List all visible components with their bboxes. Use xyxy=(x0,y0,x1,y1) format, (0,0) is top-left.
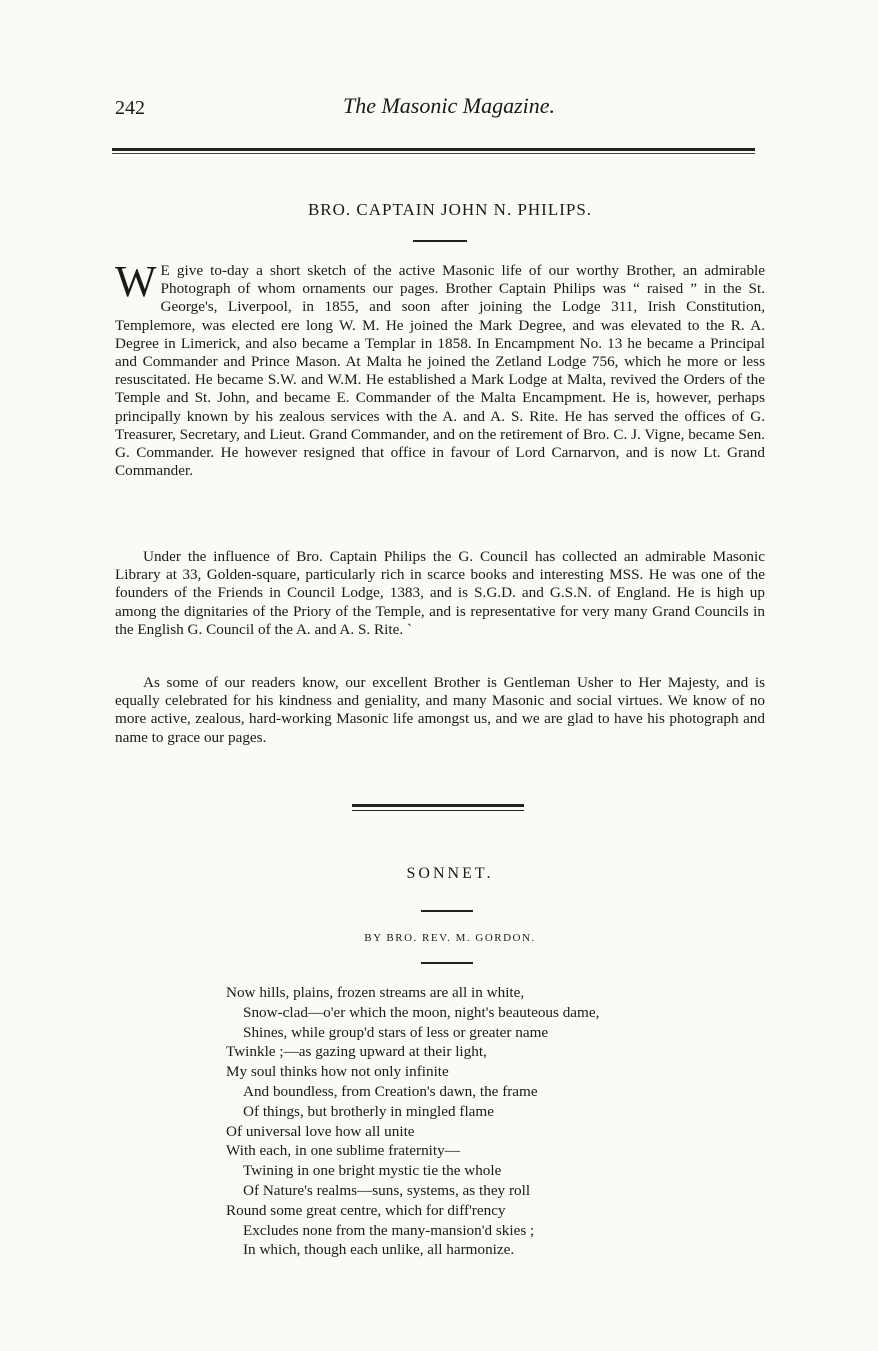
article-paragraph-1 xyxy=(115,257,765,480)
paragraph-text: Under the influence of Bro. Captain Philips the G. Council has collected an admirable Masonic Library at 33, Golden-square, particularly rich in scarce books and interesting MSS. He was one of the founders of the Friends in Council Lodge, 1383, and is S.G.D. and G.S.N. of England. He is high up among the dignitaries of the Priory of the Temple, and is representative for very many Grand Councils in the English G. Council of the A. and A. S. Rite. ` xyxy=(115,548,765,638)
poem-line: My soul thinks how not only infinite xyxy=(226,1063,449,1081)
poem-line: And boundless, from Creation's dawn, the frame xyxy=(243,1082,538,1100)
paragraph-text: E give to-day a short sketch of the active Masonic life of our worthy Brother, an admirable Photograph of whom ornaments our pages. Brother Captain Philips was “ raised ” in the St. George's, Liverpool, in 1855, and soon after joining the Lodge 311, Irish Constitution, Templemore, was elected ere long W. M. He joined the Mark Degree, and was elevated to the R. A. Degree in Limerick, and also became a Templar in 1858. In Encampment No. 13 he became a Principal and Commander and Prince Mason. At Malta he joined the Zetland Lodge 756, which he more or less resuscitated. He became S.W. and W.M. He established a Mark Lodge at Malta, revived the Orders of the Temple and St. John, and became E. Commander of the Malta Encampment. He is, however, perhaps principally known by his zealous services with the A. and A. S. Rite. He has served the offices of G. Treasurer, Secretary, and Lieut. Grand Commander, and on the retirement of Bro. C. J. Vigne, became Sen. G. Commander. He however resigned that office in favour of Lord Carnarvon, and is now Lt. Grand Commander. xyxy=(115,262,765,480)
section-divider xyxy=(352,804,524,811)
article-paragraph-2 xyxy=(115,548,765,639)
running-title: The Masonic Magazine. xyxy=(342,93,556,118)
paragraph-text: As some of our readers know, our excellent Brother is Gentleman Usher to Her Majesty, and is equally celebrated for his kindness and geniality, and many Masonic and social virtues. We know of no more active, zealous, hard-working Masonic life amongst us, and we are glad to have his photograph and name to grace our pages. xyxy=(115,674,765,746)
poem-line: With each, in one sublime fraternity— xyxy=(226,1142,460,1160)
poem-line: Now hills, plains, frozen streams are all in white, xyxy=(226,984,525,1001)
page-number: 242 xyxy=(115,97,145,119)
article-paragraph-3 xyxy=(115,674,765,747)
title-short-rule xyxy=(413,240,467,242)
sonnet-byline-rule xyxy=(421,962,473,964)
poem-line: Snow-clad—o'er which the moon, night's beauteous dame, xyxy=(243,1003,600,1021)
sonnet-title-rule xyxy=(421,910,473,912)
poem-line: Round some great centre, which for diff'rency xyxy=(226,1201,506,1219)
poem xyxy=(226,983,599,1260)
poem-line: Shines, while group'd stars of less or greater name xyxy=(243,1023,549,1041)
poem-line: Of things, but brotherly in mingled flame xyxy=(243,1102,494,1120)
poem-line: Twining in one bright mystic tie the whole xyxy=(243,1162,502,1180)
poem-line: Twinkle ;—as gazing upward at their light, xyxy=(226,1043,487,1061)
poem-line: Of Nature's realms—suns, systems, as they roll xyxy=(243,1181,531,1199)
poem-line: Excludes none from the many-mansion'd skies ; xyxy=(243,1221,535,1239)
header-rule xyxy=(112,148,755,151)
drop-cap: W xyxy=(115,257,157,306)
header-rule-thin xyxy=(112,153,755,154)
poem-line: In which, though each unlike, all harmonize. xyxy=(243,1241,515,1259)
article-title: BRO. CAPTAIN JOHN N. PHILIPS. xyxy=(307,200,593,219)
poem-line: Of universal love how all unite xyxy=(226,1122,415,1140)
sonnet-byline: BY BRO. REV. M. GORDON. xyxy=(364,932,536,944)
sonnet-title: SONNET. xyxy=(406,865,494,882)
